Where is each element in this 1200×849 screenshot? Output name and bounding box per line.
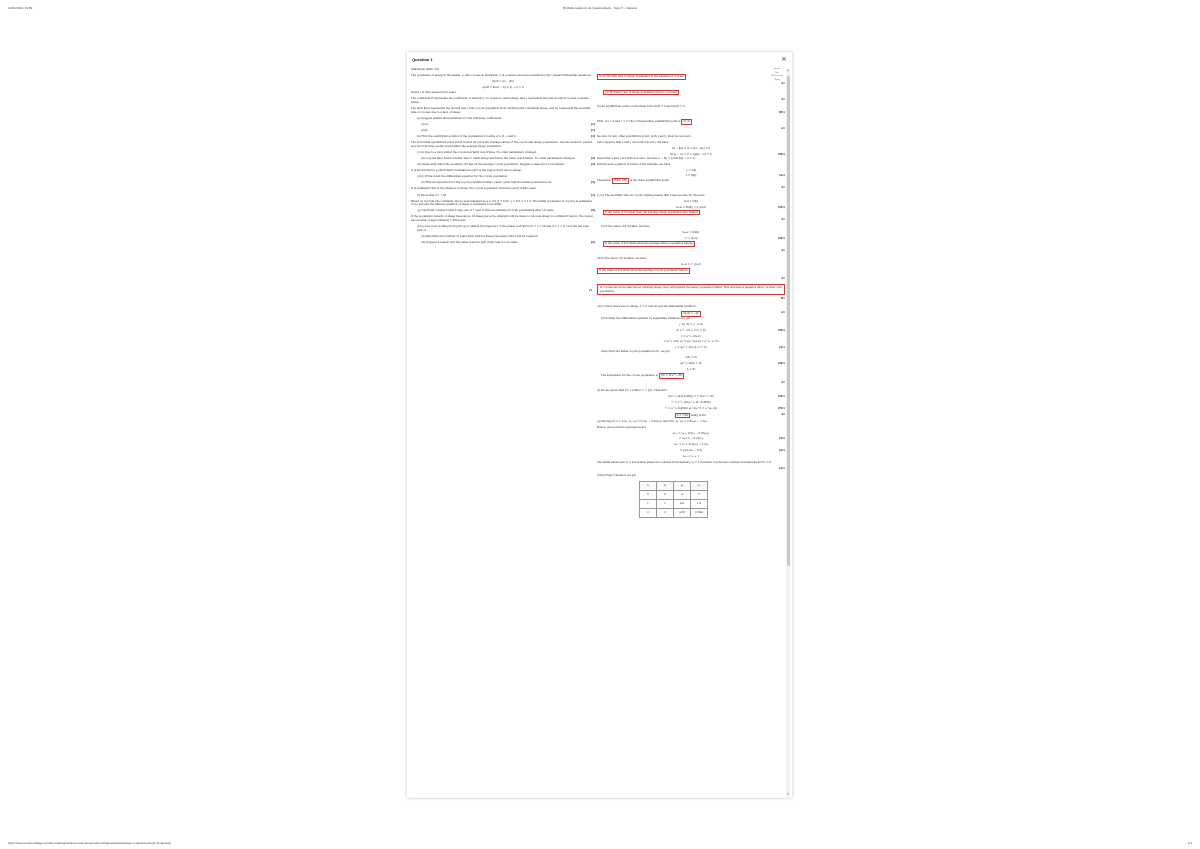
ms-b5: αx − βxy = 0 ⇒ x(α − βy) = 0 — [671, 146, 711, 150]
estimated-text: It is estimated that in the absence of sheep, the coyote population will halve every 0.462 years. — [411, 187, 537, 191]
part-c-intro: The non-trivial equilibrium point found in part (b) gives the average values of the coyote and sheep populations. Use the model to predict how the following events would affect the average sheep population. — [411, 141, 593, 148]
known-text: It is known that in a particularly mountainous part of the region there are no sheep. — [411, 169, 522, 173]
part-ai-marks: [1] — [590, 122, 595, 126]
table-cell: 0 — [657, 490, 674, 499]
ms-dii-eq2-note: (y > 0) — [696, 328, 706, 332]
ms-ai-mark: A1 — [781, 82, 785, 86]
based-text: Based on records, the constants can be approximated as α = 0.5, β = 0.25, γ = 0.6, δ = 1.5. The initial population of coyotes is estimated to be 200 and the initial population of sheep is estimated to be 4000. — [411, 199, 592, 207]
ms-dii-expr-pre: The expression for the coyote population is — [601, 374, 658, 378]
ms-aii: (ii) Mortality rate of sheep population (due to coyotes) — [605, 90, 677, 94]
table-cell: 4.9 — [674, 499, 691, 508]
part-g — [417, 209, 595, 213]
part-hi: (h) (i) Use your working from part (g) to sketch the trajectory of the phase portrait for 0 < x < 20 and 0 < y < 8, over the ten year period. — [417, 225, 589, 232]
ms-dii-eq8: A = P₀ — [686, 367, 696, 371]
ms-b3: Second, for any other equilibrium point, both x and y must be non-zero. — [597, 134, 692, 138]
ms-dii-eq7-mark: (M1) — [777, 361, 785, 365]
table-cell: 2 — [640, 508, 657, 517]
ms-f3: ½ = e^(−δt)/e^(−δt−0.462δ) — [671, 400, 711, 404]
ms-ciii: (iii) If the value of β doubles, we have — [597, 256, 647, 260]
part-f-text: (f) Show that δ = 1.50. — [417, 193, 447, 197]
table-cell: 1 — [640, 499, 657, 508]
euler-table — [639, 481, 708, 518]
ms-dii-expr-box: y(t) = P₀e^(−δt) — [660, 374, 683, 378]
ms-ciii-eq: ȳₙₑw = ½ (ȳₒₗd) — [681, 262, 701, 266]
equation-1: dx/dt = αx − βxy — [492, 80, 514, 84]
ms-dii-eq3: y = e^(−δt+C) — [681, 334, 701, 338]
scroll-thumb[interactable] — [787, 76, 790, 566]
question-intro: The population of sheep in thousands, x, and coyotes in hundreds, y, in a remote area are modelled by the coupled differential equations — [411, 74, 591, 78]
print-title: IB Mathematics AI HL Questionbank - Topic 5 - Calculus — [562, 6, 638, 10]
ms-aii-mark: A1 — [781, 97, 785, 101]
table-row — [640, 499, 708, 508]
ms-dii-eq4-note: (e^(a+b) = e^a · e^b) — [688, 340, 719, 344]
part-cii-text: (ii) Coyotes have found a better way to catch sheep and hence the value of β doubled. No other parameters changed. — [421, 157, 576, 160]
ms-g3: xₙ₊₁ = xₙ + 0.5xₙ − 0.25xₙyₙ — [672, 431, 710, 435]
part-ai-text: (i) αx. — [421, 122, 429, 126]
table-cell: 1 — [657, 499, 674, 508]
ms-dii-init: Using that the initial coyote population is P₀, we get — [601, 349, 670, 353]
ms-g8-mark: (A1) — [778, 466, 785, 470]
ms-cii-eq1: x̄ₙₑw = δ/2βγ — [682, 231, 700, 235]
ms-ai: (a) (i) Growth rate of sheep population in the absence of coyotes — [599, 75, 684, 78]
ms-b6-mark: (M1) — [777, 152, 785, 156]
ms-ciii-reason-mark: R1 — [781, 297, 785, 301]
ms-ciii-box-mark: A1 — [781, 276, 785, 280]
ms-g5: yₙ₊₁ = yₙ + 0.2xₙyₙ − 1.5yₙ — [673, 443, 709, 447]
question-where: where t is time measured in years. — [411, 91, 457, 95]
ms-g6-mark: (A1) — [778, 448, 785, 452]
part-b-text: (b) Find the equilibrium points for the populations in terms of α, β, γ and δ. — [417, 135, 517, 139]
part-hiii-text: (iii) Suggest a reason why the value found in part (h)(ii) may not be valid. — [421, 240, 518, 244]
part-ci: (c) (i) Due to a long winter the coyote mortality rate triples. No other parameters changed. — [417, 150, 537, 154]
ms-cii: (ii) If the value of β doubles, we have — [601, 225, 650, 229]
part-cii — [421, 157, 595, 161]
ms-f1: (f) We are given that y(t + 0.462) = ½ y(t). Therefore — [597, 388, 668, 392]
ms-f2-mark: (M1) — [777, 394, 785, 398]
max-marks: [Maximum mark: 30] — [411, 68, 439, 71]
ms-g7: tₙ₊₁ = tₙ + 1 — [682, 454, 700, 458]
ms-g1: (g) We have h = 1, f₁(tₙ, xₙ, yₙ) = 0.5xₙ − 0.25xₙyₙ and f₂(tₙ, xₙ, yₙ) = 0.2xₙyₙ − 1.5yₙ. — [597, 419, 708, 423]
ms-f5-mark: A1 — [781, 412, 785, 416]
print-datetime: 13/01/2024, 19:59 — [8, 6, 33, 10]
ms-g6: = yₙ(0.2xₙ − 0.5) — [679, 448, 703, 452]
ms-b11-pre: Therefore, — [597, 179, 611, 183]
ms-b11-point: (δ/βγ, α/β) — [613, 179, 627, 183]
part-ai — [421, 123, 595, 127]
ms-di: (d) (i) Since there are no sheep, x = 0, and we get the differential equation — [597, 304, 696, 308]
ms-ciii-reason: If coyotes are more effective at catching sheep, they will deplete the sheep population faster. This will have a negative effect on their own population. — [600, 286, 782, 293]
ms-ci-eq2: x̄ₙₑw = 3δ/βγ = 3 (x̄ₒₗd) — [676, 205, 706, 209]
part-cii-marks: [2] — [590, 157, 595, 160]
table-header: tₙ — [657, 481, 674, 490]
ms-f4: ½ = e^(−0.462δ) — [664, 406, 688, 410]
table-header: n — [640, 481, 657, 490]
part-dii-text: (ii) Find an expression for the coyote population after t years, given that the initial population is P₀. — [421, 181, 553, 185]
ms-ciii-reason-ref: ▸1 — [589, 289, 593, 293]
ms-ci-eq2-mark: (M1) — [777, 205, 785, 209]
table-row — [640, 508, 708, 517]
ms-cii-box-mark: A1 — [781, 249, 785, 253]
ms-b6: βxγy − δy = 0 ⇒ y(βγx − δ) = 0 — [670, 152, 712, 156]
ms-cii-box: If the value of β doubles then the average sheep population halves. — [605, 242, 694, 246]
equation-2: dy/dt = βxαy − δy α, β, γ, δ > 0 — [482, 85, 524, 89]
part-ciii-text: (iii) State what effect the doubling of β has on the average coyote population. Suggest a reason for your answer. — [417, 163, 565, 167]
table-cell: 1.4 — [691, 499, 708, 508]
question-pane — [411, 68, 595, 798]
ms-dii-eq6: y(0) = P₀ — [685, 355, 697, 359]
part-hii: (ii) Determine the number of years after which a sheep relocation effort will be required. — [421, 234, 539, 238]
table-cell: 4 — [674, 490, 691, 499]
markscheme-pane — [589, 68, 785, 798]
markscheme-toolbar — [769, 68, 785, 82]
ms-dii: (ii) Solving the differential equation by separating variables, we get — [601, 317, 691, 320]
ms-ciii-box: If the value of β doubles then the average coyote population halves. — [599, 269, 689, 273]
part-f — [417, 194, 595, 198]
part-a: (a) Suggest similar interpretations for the following coefficients: — [417, 116, 502, 120]
ms-ci-eq1: x̄ₒₗd = δ/βγ — [683, 200, 699, 204]
part-g-marks: [4] — [590, 209, 595, 213]
table-cell: 4.56 — [674, 508, 691, 517]
ms-dii-eq5-note: (A = e^C) — [693, 345, 707, 349]
part-aii-text: (ii) β. — [421, 129, 428, 133]
ms-ci-box-mark: A1 — [781, 217, 785, 221]
scroll-down-icon[interactable]: ▾ — [787, 792, 789, 796]
ms-b2-mark: (R1) — [778, 111, 785, 115]
table-header: xₙ — [674, 481, 691, 490]
part-dii-marks: [3] — [590, 181, 595, 185]
ms-f2: P₀e^(−δ(t+0.462)) = ½ P₀e^(−δt) — [668, 394, 714, 398]
ms-dii-eq2-mark: (M1) — [777, 328, 785, 332]
part-di: (d) (i) Write down the differential equation for the coyote population. — [417, 175, 508, 179]
scroll-up-icon[interactable]: ▴ — [787, 68, 789, 72]
ms-b2-mark2: A1 — [781, 127, 785, 131]
ms-b10-mark: (A1) — [778, 174, 785, 178]
table-cell: 0 — [640, 490, 657, 499]
ms-b2: First, if x = 0 and y = 0, the corresponding equilibrium point is — [597, 120, 681, 124]
ms-cii-eq2-mark: (M1) — [777, 237, 785, 241]
toolbar-resize[interactable]: Resize — [773, 68, 781, 70]
ms-dii-eq2: ln y = −δt + C — [676, 328, 696, 332]
toolbar-text[interactable]: Text — [775, 71, 779, 74]
part-b — [417, 135, 595, 139]
part-g-text: (g) Use Euler’s method with a step size of 1 year to find an estimate for both populations after 10 years. — [417, 209, 555, 213]
ms-b10: x = δ/βγ — [685, 174, 697, 178]
ms-f4-note: (e^a/e^b = e^(a−b)) — [688, 406, 718, 410]
ms-b7: Given that x and y are both non-zero, we have α − βy = 0 and βγx − δ = 0. — [597, 156, 696, 160]
ms-g8: The initial values are x₀ = 4 (because sheep are counted in thousands), y₀ = 2 (because coyotes are counted in hundreds) and t₀ = 0. — [597, 460, 772, 464]
part-ciii-marks: [2] — [590, 163, 595, 167]
dialog-header — [407, 52, 792, 68]
part-aii — [421, 129, 595, 133]
ms-di-box-mark: A1 — [781, 311, 785, 314]
part-f-marks: [1] — [590, 193, 595, 197]
ms-f5-note: using G.D.C. — [690, 413, 708, 417]
ms-b4: Let’s suppose that x and y are both non-zero. We have — [597, 140, 669, 144]
part-b-marks: [3] — [590, 135, 595, 139]
ms-b2-point: (0, 0) — [683, 120, 691, 124]
table-row — [640, 490, 708, 499]
ms-dii-eq4: = (e^(−δt)) (e^C) — [663, 340, 688, 344]
ms-cii-eq2: = ½ (x̄ₒₗd) — [684, 237, 698, 241]
ms-b11-mark: A1 — [781, 186, 785, 190]
ms-b8: Solving each equation in terms of the variable, we have — [597, 162, 671, 166]
table-cell: 2 — [657, 508, 674, 517]
part-hiii — [421, 241, 595, 245]
table-cell: 0.644 — [691, 508, 708, 517]
ms-b11-post: is the other equilibrium point. — [629, 179, 670, 183]
density-text: If the population density of sheep rises above 10 sheep per acre, attempts will be made to relocate sheep to a different region. The region has an area of approximately 1 000 acres. — [411, 215, 594, 223]
question-coef2: The term βxαy represents the growth rate of the coyote population from catching and consuming sheep, and δy represents the mortality rate of coyotes due to a lack of sheep. — [411, 107, 592, 114]
scrollbar[interactable] — [786, 68, 790, 798]
ms-dii-expr-mark: A1 — [781, 381, 785, 385]
question-dialog — [407, 52, 792, 798]
ms-ciii-reason-box — [589, 284, 785, 295]
ms-b1: (b) An equilibrium point occurs when both dx/dt = 0 and dy/dt = 0. — [597, 105, 686, 109]
ms-ci: (c) (i) The mortality rate for coyote tripling means that δ has become 3δ. We have — [597, 194, 705, 197]
ms-f5-box: δ = 1.50 — [676, 413, 688, 417]
ms-di-box: dy/dt = −δy — [683, 312, 699, 315]
ms-dii-eq5-mark: (A1) — [778, 345, 785, 349]
part-dii — [421, 181, 595, 185]
print-page: 1/1 — [1187, 841, 1192, 845]
ms-g4: = xₙ(1.5 − 0.25yₙ) — [679, 437, 703, 441]
ms-dii-eq5: y = Ae^(−δt) — [675, 345, 693, 349]
print-header — [0, 0, 1200, 14]
ms-g4-mark: (A1) — [778, 437, 785, 441]
ms-f4-mark: (M1) — [777, 406, 785, 410]
ms-dii-eq1: ∫ 1/y dy = ∫ −δ dt — [679, 323, 703, 327]
toolbar-print[interactable]: Markscheme (Print) — [771, 75, 783, 81]
part-aii-marks: [1] — [590, 129, 595, 133]
ms-g2: Hence, the recursive expressions are — [597, 425, 646, 429]
question-coef1: The coefficient β represents the coefficient of efficiency of coyotes to catch sheep, and γ represents the rate at which coyotes consume sheep. — [411, 97, 589, 105]
ms-ci-box: If the value of δ tripled then the average sheep population also tripled. — [605, 210, 699, 214]
print-footer — [0, 839, 1200, 849]
part-ciii — [417, 163, 595, 167]
ms-g9: Using Euler’s method, we get — [597, 474, 637, 478]
dialog-title: Question 1 — [412, 57, 433, 62]
print-url: https://www.revisionvillage.com/ib-math/applications-and-interpretation-hl/questionbank/paper-3-questions/topic-5-calculus/ — [8, 841, 172, 845]
ms-dii-eq7: Ae^(−δ(0)) = P₀ — [680, 361, 702, 365]
table-cell: 2 — [691, 490, 708, 499]
close-icon[interactable]: × — [781, 55, 787, 63]
ms-b9: y = α/β — [686, 168, 696, 172]
part-hiii-marks: [2] — [590, 240, 595, 244]
table-header: yₙ — [691, 481, 708, 490]
